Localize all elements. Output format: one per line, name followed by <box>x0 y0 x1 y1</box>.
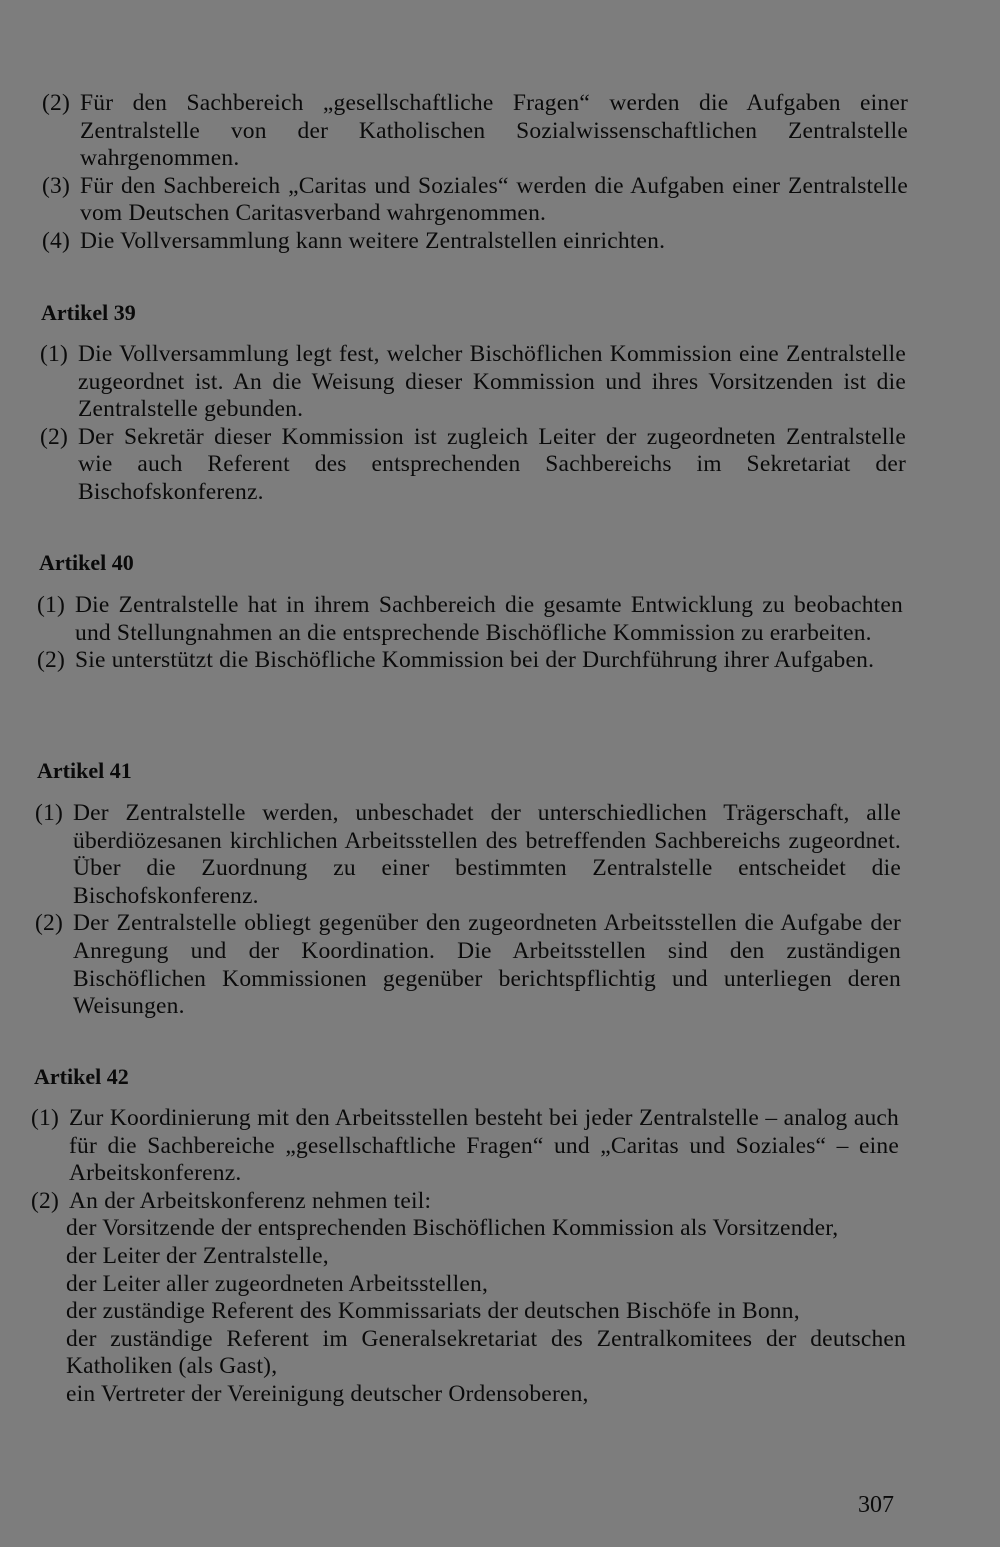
article-heading: Artikel 41 <box>37 758 132 783</box>
paragraph <box>0 341 906 424</box>
paragraph-text: Zur Koordinierung mit den Arbeitsstellen besteht bei jeder Zentralstelle – analog auch für die Sachbereiche „gesellschaftliche Fragen“ und „Caritas und Soziales“ – eine Arbeitskonferenz. <box>69 1105 899 1187</box>
list-item: der zuständige Referent im Generalsekretariat des Zentralkomitees der deutschen Katholiken (als Gast), <box>66 1325 906 1380</box>
paragraph-text: Der Zentralstelle obliegt gegenüber den zugeordneten Arbeitsstellen die Aufgabe der Anregung und der Koordination. Die Arbeitsstellen sind den zuständigen Bischöflichen Kommissionen gegenüber berichtspflichtig und unterliegen deren Weisungen. <box>73 910 901 1020</box>
paragraph-text: Die Zentralstelle hat in ihrem Sachbereich die gesamte Entwicklung zu beobachten und Stellungnahmen an die entsprechende Bischöfliche Kommission zu erarbeiten. <box>75 592 903 646</box>
list-item: der Leiter aller zugeordneten Arbeitsstellen, <box>66 1270 489 1297</box>
paragraph-number: (2) <box>37 647 66 674</box>
paragraph <box>0 1188 899 1216</box>
paragraph-text: Für den Sachbereich „gesellschaftliche Fragen“ werden die Aufgaben einer Zentralstelle von der Katholischen Sozialwissenschaftlichen Zentralstelle wahrgenommen. <box>80 90 908 172</box>
paragraph-number: (1) <box>40 341 69 367</box>
list-item: der Leiter der Zentralstelle, <box>66 1242 329 1269</box>
article-heading: Artikel 39 <box>41 300 136 325</box>
paragraph-text: An der Arbeitskonferenz nehmen teil: <box>69 1187 432 1214</box>
paragraph <box>0 910 901 1020</box>
paragraph-number: (1) <box>37 592 66 618</box>
article-heading: Artikel 40 <box>39 550 134 575</box>
article-42-body <box>0 1105 1000 1409</box>
paragraph-text: Der Zentralstelle werden, unbeschadet der unterschiedlichen Trägerschaft, alle überdiözesanen kirchlichen Arbeitsstellen des betreffenden Sachbereichs zugeordnet. Über die Zuordnung zu einer bestimmten Zentralstelle entscheidet die Bischofskonferenz. <box>73 800 901 909</box>
list-item: der Vorsitzende der entsprechenden Bischöflichen Kommission als Vorsitzender, <box>66 1215 839 1242</box>
paragraph <box>0 1105 899 1188</box>
paragraph-text: Für den Sachbereich „Caritas und Soziales“ werden die Aufgaben einer Zentralstelle vom Deutschen Caritasverband wahrgenommen. <box>80 172 908 227</box>
article-41-body <box>0 800 1000 1021</box>
paragraph <box>0 647 903 675</box>
paragraph-number: (2) <box>40 423 69 450</box>
paragraph-text: Die Vollversammlung kann weitere Zentralstellen einrichten. <box>80 227 666 254</box>
paragraph-number: (3) <box>42 172 71 199</box>
paragraph-text: Die Vollversammlung legt fest, welcher Bischöflichen Kommission eine Zentralstelle zugeordnet ist. An die Weisung dieser Kommission und ihres Vorsitzenden ist die Zentralstelle gebunden. <box>78 341 906 423</box>
paragraph-number: (2) <box>31 1187 60 1214</box>
paragraph-number: (1) <box>31 1105 60 1131</box>
list-item: ein Vertreter der Vereinigung deutscher Ordensoberen, <box>66 1380 589 1407</box>
paragraph <box>0 90 908 173</box>
article-heading: Artikel 42 <box>34 1064 129 1089</box>
list-item: der zuständige Referent des Kommissariats der deutschen Bischöfe in Bonn, <box>66 1298 800 1325</box>
paragraph-text: Der Sekretär dieser Kommission ist zugleich Leiter der zugeordneten Zentralstelle wie auch Referent des entsprechenden Sachbereichs im Sekretariat der Bischofskonferenz. <box>78 423 906 505</box>
paragraph-number: (2) <box>35 910 64 937</box>
article-40-body <box>0 592 1000 675</box>
article-39-body <box>0 341 1000 507</box>
paragraph-number: (1) <box>35 800 64 826</box>
paragraph <box>0 173 908 228</box>
paragraph <box>0 800 901 910</box>
intro-section <box>0 90 1000 256</box>
page-number: 307 <box>858 1492 894 1518</box>
paragraph-number: (2) <box>42 90 71 116</box>
paragraph-text: Sie unterstützt die Bischöfliche Kommission bei der Durchführung ihrer Aufgaben. <box>75 647 875 674</box>
paragraph-number: (4) <box>42 227 71 254</box>
paragraph <box>0 592 903 647</box>
paragraph <box>0 228 908 256</box>
paragraph <box>0 424 906 507</box>
